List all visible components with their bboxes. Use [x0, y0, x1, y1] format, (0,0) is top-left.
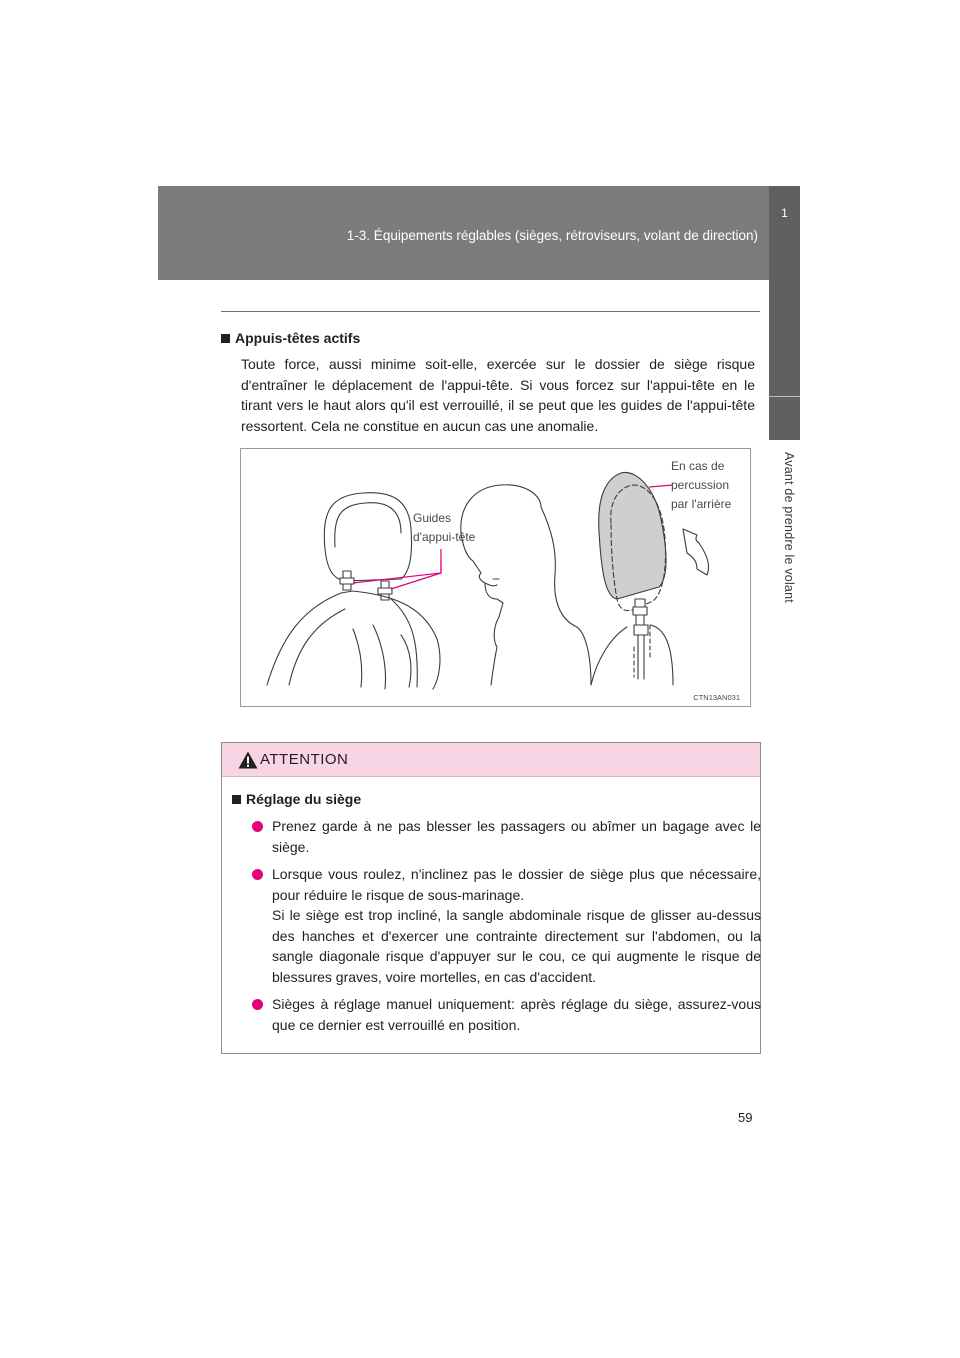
warning-heading-text: Réglage du siège [246, 791, 362, 807]
label-headrest-guides [413, 509, 475, 547]
pink-bullet-icon [252, 999, 263, 1010]
chapter-title: 1-3. Équipements réglables (sièges, rétroviseurs, volant de direction) [346, 228, 758, 243]
warning-triangle-icon [238, 751, 258, 769]
warning-item-text-continued: Si le siège est trop incliné, la sangle abdominale risque de glisser au-dessus des hanches et d'exercer une contrainte directement sur l'abdomen, ou la sangle diagonale risque d'appuyer sur le cou, ce qui augmente le risque de blessures graves, voire mortelles, en cas d'accident. [272, 907, 761, 985]
page-number: 59 [738, 1110, 753, 1125]
leader-line-impact [649, 485, 673, 487]
headrest-illustration [240, 448, 751, 707]
left-headrest-outline [324, 493, 411, 581]
section-heading-text: Appuis-têtes actifs [235, 330, 361, 346]
side-tab-divider [769, 396, 800, 397]
warning-item [252, 816, 761, 857]
top-rule [221, 311, 760, 312]
pink-bullet-icon [252, 869, 263, 880]
label-impact-line3: par l'arrière [671, 497, 732, 511]
chapter-header-band [158, 186, 800, 280]
section-active-headrests [221, 328, 760, 436]
warning-item [252, 864, 761, 987]
warning-heading [232, 789, 750, 809]
chapter-number: 1 [781, 206, 788, 220]
pink-bullet-icon [252, 821, 263, 832]
left-headrest-inner [335, 503, 401, 547]
warning-box [221, 742, 761, 1054]
chapter-side-label: Avant de prendre le volant [782, 452, 796, 603]
square-bullet-icon [221, 334, 230, 343]
warning-item-text: Prenez garde à ne pas blesser les passagers ou abîmer un bagage avec le siège. [272, 818, 761, 855]
upward-arrow-icon [683, 529, 709, 575]
square-bullet-icon [232, 795, 241, 804]
label-impact-line1: En cas de [671, 459, 725, 473]
label-guides-line1: Guides [413, 511, 452, 525]
section-body-text: Toute force, aussi minime soit-elle, exercée sur le dossier de siège risque d'entraîner le déplacement de l'appui-tête. Si vous forcez sur l'appui-tête en le tirant vers le haut alors qu'il est verrouillé, il se peut que les guides de l'appui-tête ressortent. Cela ne constitue en aucun cas une anomalie. [241, 356, 755, 434]
section-heading [221, 328, 760, 348]
warning-item-text: Lorsque vous roulez, n'inclinez pas le dossier de siège plus que nécessaire, pour réduire le risque de sous-marinage. [272, 866, 761, 903]
label-impact-line2: percussion [671, 478, 730, 492]
warning-content [222, 777, 760, 1035]
right-headrest-outline [599, 472, 666, 599]
warning-item-text: Sièges à réglage manuel uniquement: après réglage du siège, assurez-vous que ce dernier est verrouillé en position. [272, 996, 761, 1033]
label-rear-impact [671, 457, 731, 514]
warning-title: ATTENTION [260, 751, 349, 768]
warning-header [222, 743, 760, 777]
label-guides-line2: d'appui-tête [413, 530, 476, 544]
warning-item [252, 994, 761, 1035]
chapter-side-tab [769, 186, 800, 440]
figure-code: CTN13AN031 [693, 693, 740, 702]
right-seatback-outline [591, 625, 673, 685]
